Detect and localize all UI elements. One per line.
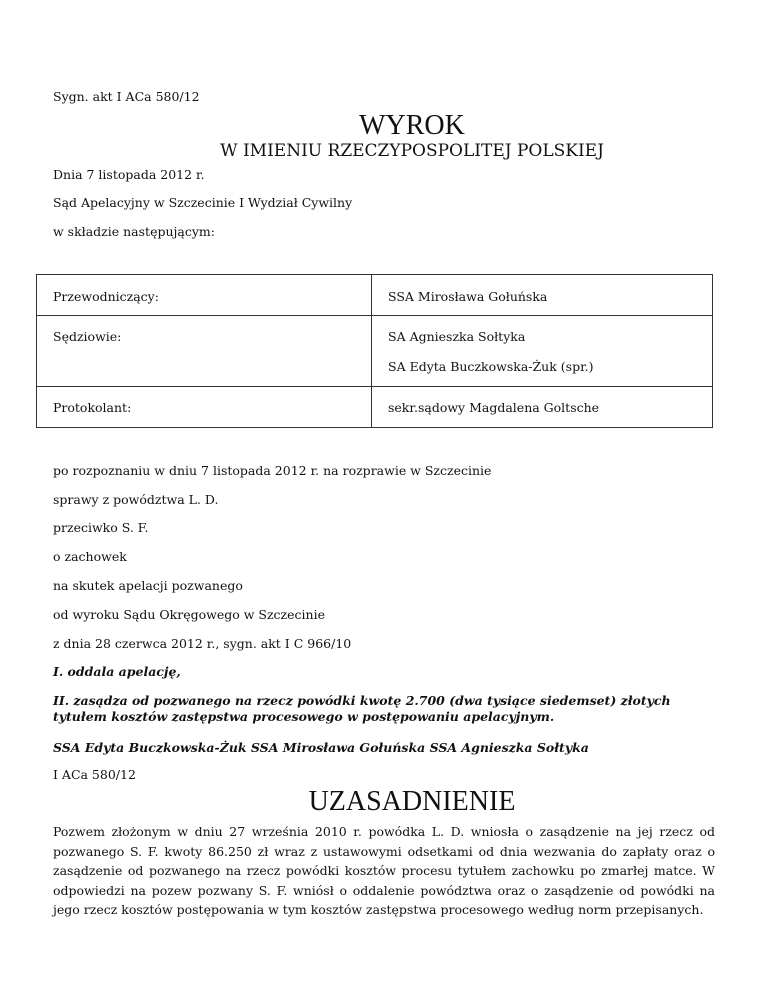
panel-role — [37, 275, 372, 316]
panel-name: SA Edyta Buczkowska-Żuk (spr.) — [388, 359, 594, 374]
ruling-item: I. oddala apelację, — [53, 664, 181, 679]
ruling-item: II. zasądza od pozwanego na rzecz powódki kwotę 2.700 (dwa tysiące siedemset) złotych tytułem kosztów zastępstwa procesowego w postępowaniu apelacyjnym. — [53, 693, 671, 724]
panel-name: SA Agnieszka Sołtyka — [388, 329, 526, 344]
justification-paragraph: Pozwem złożonym w dniu 27 września 2010 r. powódka L. D. wniosła o zasądzenie na jej rzecz od pozwanego S. F. kwoty 86.250 zł wraz z ustawowymi odsetkami od dnia wezwania do zapłaty oraz o zasądzenie od pozwanego na rzecz powódki kosztów procesu tytułem zachowku po zmarłej matce. W odpowiedzi na pozew pozwany S. F. wniósł o oddalenie powództwa oraz o zasądzenie od powódki na jego rzecz kosztów postępowania w tym kosztów zastępstwa procesowego według norm przepisanych. — [53, 824, 715, 917]
verdict-title: WYROK — [359, 110, 465, 141]
justification-title: UZASADNIENIE — [308, 786, 516, 817]
panel-name: SSA Mirosława Gołuńska — [388, 289, 548, 304]
panel-names — [372, 387, 713, 428]
proceedings-line: sprawy z powództwa L. D. — [53, 492, 219, 507]
panel-row-chair — [37, 275, 713, 316]
panel-role-label: Przewodniczący: — [53, 289, 159, 304]
panel-name: sekr.sądowy Magdalena Goltsche — [388, 400, 600, 415]
signatures-line: SSA Edyta Buczkowska-Żuk SSA Mirosława Gołuńska SSA Agnieszka Sołtyka — [53, 740, 589, 755]
case-signature: Sygn. akt I ACa 580/12 — [53, 89, 200, 104]
composition-line: w składzie następującym: — [53, 224, 215, 239]
panel-role — [37, 316, 372, 387]
proceedings-line: z dnia 28 czerwca 2012 r., sygn. akt I C 966/10 — [53, 636, 352, 651]
panel-role-label: Protokolant: — [53, 400, 132, 415]
panel-row-clerk — [37, 387, 713, 428]
panel-row-judges — [37, 316, 713, 387]
panel-role — [37, 387, 372, 428]
case-reference: I ACa 580/12 — [53, 767, 136, 782]
proceedings-line: na skutek apelacji pozwanego — [53, 578, 243, 593]
panel-names — [372, 316, 713, 387]
date-line: Dnia 7 listopada 2012 r. — [53, 167, 205, 182]
proceedings-line: o zachowek — [53, 549, 127, 564]
panel-table — [36, 274, 713, 428]
panel-role-label: Sędziowie: — [53, 329, 122, 344]
court-line: Sąd Apelacyjny w Szczecinie I Wydział Cywilny — [53, 195, 353, 210]
proceedings-line: od wyroku Sądu Okręgowego w Szczecinie — [53, 607, 325, 622]
panel-names — [372, 275, 713, 316]
verdict-subtitle: W IMIENIU RZECZYPOSPOLITEJ POLSKIEJ — [220, 141, 604, 161]
proceedings-line: po rozpoznaniu w dniu 7 listopada 2012 r. na rozprawie w Szczecinie — [53, 463, 492, 478]
proceedings-line: przeciwko S. F. — [53, 520, 149, 535]
